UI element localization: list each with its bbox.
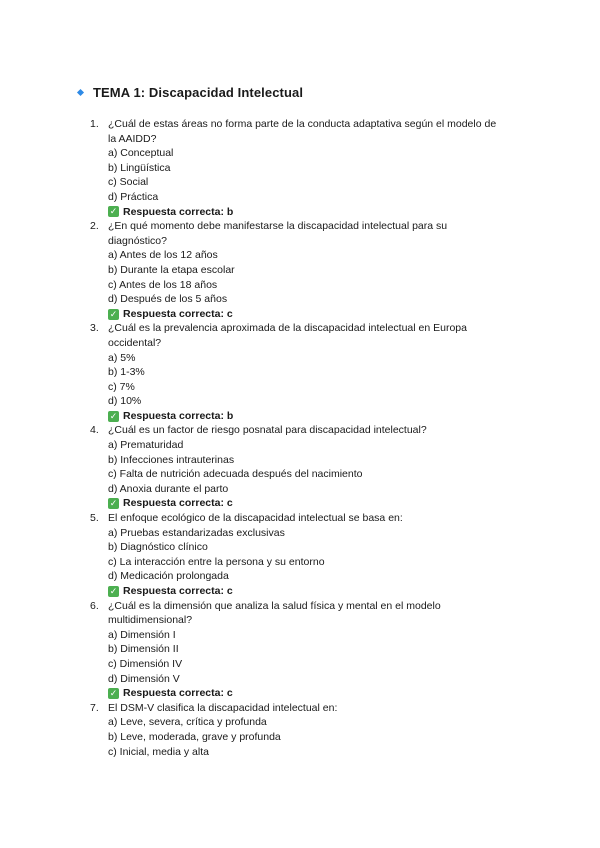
check-mark-icon: ✓ [109,410,118,421]
question-item [90,511,530,599]
answer-option: a) Prematuridad [108,439,184,452]
correct-answer-text: Respuesta correcta: b [123,205,234,218]
answer-option: d) Anoxia durante el parto [108,482,229,495]
correct-answer-text: Respuesta correcta: c [123,687,233,700]
correct-answer [108,205,530,220]
answer-option: b) Durante la etapa escolar [108,263,235,276]
answer-option: a) Conceptual [108,147,174,160]
answer-option: b) Diagnóstico clínico [108,541,208,554]
answer-option: c) 7% [108,380,135,393]
question-text: multidimensional? [108,614,193,627]
answer-option: d) Práctica [108,190,159,203]
answer-option: b) Infecciones intrauterinas [108,453,235,466]
question-item [90,219,530,321]
correct-answer [108,496,530,511]
correct-answer [108,307,530,322]
question-text: El DSM-V clasifica la discapacidad intelectual en: [108,701,338,714]
question-text: ¿Cuál es un factor de riesgo posnatal para discapacidad intelectual? [108,424,427,437]
question-item [90,599,530,701]
answer-option: c) Dimensión IV [108,657,183,670]
check-mark-icon: ✓ [109,308,118,319]
answer-option: b) Lingüística [108,161,171,174]
question-text: la AAIDD? [108,132,157,145]
answer-option: d) Medicación prolongada [108,570,229,583]
question-number: 1. [90,118,99,130]
question-text: ¿En qué momento debe manifestarse la discapacidad intelectual para su [108,220,448,233]
answer-option: a) Dimensión I [108,628,176,641]
answer-option: b) Dimensión II [108,643,179,656]
answer-option: b) Leve, moderada, grave y profunda [108,730,281,743]
answer-option: b) 1-3% [108,366,145,379]
answer-option: a) 5% [108,351,136,364]
question-number: 7. [90,701,99,714]
question-number: 6. [90,599,99,612]
question-item [90,117,530,219]
question-text: occidental? [108,336,162,349]
question-text: El enfoque ecológico de la discapacidad intelectual se basa en: [108,512,403,525]
answer-option: a) Pruebas estandarizadas exclusivas [108,526,285,539]
question-number: 5. [90,512,99,525]
answer-option: c) Social [108,176,149,189]
question-text: ¿Cuál es la prevalencia aproximada de la discapacidad intelectual en Europa [108,322,467,335]
question-number: 4. [90,424,99,437]
answer-option: d) Después de los 5 años [108,293,228,306]
correct-answer-text: Respuesta correcta: c [123,585,233,597]
answer-option: a) Leve, severa, crítica y profunda [108,716,267,729]
question-text: diagnóstico? [108,234,167,247]
answer-option: c) Antes de los 18 años [108,278,218,291]
question-number: 3. [90,322,99,335]
check-mark-icon: ✓ [109,687,118,698]
answer-option: d) 10% [108,395,142,408]
correct-answer-text: Respuesta correcta: c [123,497,233,510]
question-text: ¿Cuál de estas áreas no forma parte de la conducta adaptativa según el modelo de [108,118,497,130]
diamond-bullet-icon [77,89,84,96]
correct-answer-text: Respuesta correcta: c [123,307,233,320]
answer-option: c) Inicial, media y alta [108,745,209,758]
answer-option: c) Falta de nutrición adecuada después del nacimiento [108,468,363,481]
answer-option: a) Antes de los 12 años [108,249,218,262]
answer-option: d) Dimensión V [108,672,180,685]
question-list [90,117,530,759]
question-number: 2. [90,220,99,233]
correct-answer-text: Respuesta correcta: b [123,409,234,422]
section-heading [76,85,303,100]
question-item [90,423,530,511]
correct-answer [108,584,530,599]
correct-answer [108,686,530,701]
check-mark-icon: ✓ [109,585,118,596]
answer-option: c) La interacción entre la persona y su entorno [108,555,325,568]
question-item [90,321,530,423]
question-item [90,701,530,759]
check-mark-icon: ✓ [109,498,118,509]
check-mark-icon: ✓ [109,206,118,217]
section-title: TEMA 1: Discapacidad Intelectual [93,85,304,100]
question-text: ¿Cuál es la dimensión que analiza la salud física y mental en el modelo [108,599,441,612]
correct-answer [108,409,530,424]
